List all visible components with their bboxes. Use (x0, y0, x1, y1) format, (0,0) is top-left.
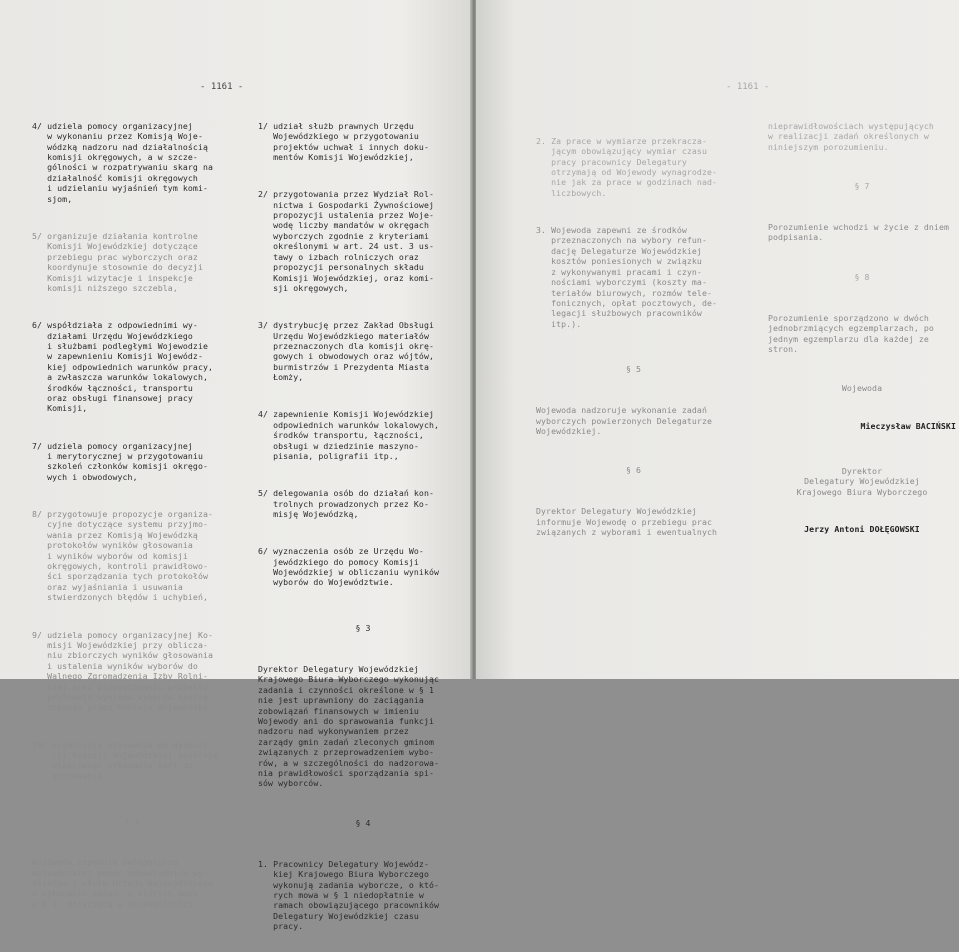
column-3 (536, 115, 731, 558)
paragraph: Wojewoda zapewnia Delegaturze Wojewódzkiej pomoc odpowiednich wy- działów i służb Urzędu Wojewódzkiego w wykonaniu zadań, o których mowa w § 1, dotyczącą w szczególności: (32, 857, 214, 909)
section-heading: § 2 (124, 816, 140, 826)
page-number: - 1161 - (726, 82, 770, 92)
list-item: 2. Za prace w wymiarze przekracza- jącym obowiązujący wymiar czasu pracy pracownicy Delegatury otrzymają od Wojewody wynagrodze- nie jak za prace w godzinach nad- liczbowych. (536, 135, 718, 198)
paragraph: Wojewoda nadzoruje wykonanie zadań wyborczych powierzonych Delegaturze Wojewódzkiej. (536, 405, 713, 436)
list-item: 4/ udziela pomocy organizacyjnej w wykonaniu przez Komisją Woje- wódzką nadzoru nad działalnością komisji okręgowych, a w szcze- gólności w rozpatrywaniu skarg na działalność komisji okręgowych i udzielaniu wyjaśnień tym komi- sjom, (32, 120, 214, 204)
list-item: 4/ zapewnienie Komisji Wojewódzkiej odpowiednich warunków lokalowych, środków transportu, łączności, obsługi w dziedzinie maszyno- pisania, poligrafii itp., (258, 409, 440, 461)
paragraph: Dyrektor Delegatury Wojewódzkiej Krajowego Biura Wyborczego wykonując zadania i czynności określone w § 1 nie jest uprawniony do zaciągania zobowiązań finansowych w imieniu Wojewody ani do sprawowania funkcji nadzoru nad wykonywaniem przez zarządy gmin zadań zleconych gminom związanych z przeprowadzeniem wybo- rów, a w szczególności do nadzorowa- nia prawidłowości sporządzania spi- sów wyborców. (258, 663, 440, 789)
paragraph: Porozumienie wchodzi w życie z dniem podpisania. (768, 222, 950, 243)
paragraph: nieprawidłowościach występujących w realizacji zadań określonych w niniejszym porozumieniu. (768, 120, 934, 152)
list-item: 6/ współdziała z odpowiednimi wy- działami Urzędu Wojewódzkiego i służbami podległymi Wojewodzie w zapewnieniu Komisji Wojewódz- kiej odpowiednich warunków pracy, a zwłaszcza warunków lokalowych, środków łączności, transportu oraz obsługi finansowej pracy Komisji, (32, 320, 214, 414)
list-item: 1/ udział służb prawnych Urzędu Wojewódzkiego w przygotowaniu projektów uchwał i innych doku- mentów Komisji Wojewódzkiej, (258, 120, 429, 163)
section-heading: § 3 (355, 622, 371, 633)
signature-title: Dyrektor Delegatury Wojewódzkiej Krajowego Biura Wyborczego (796, 465, 928, 497)
list-item: 3/ dystrybucję przez Zakład Obsługi Urzędu Wojewódzkiego materiałów przeznaczonych dla komisji okrę- gowych i obwodowych oraz wójtów, burmistrzów i Prezydenta Miasta Łomży, (258, 320, 435, 383)
paragraph: 1. Pracownicy Delegatury Wojewódz- kiej Krajowego Biura Wyborczego wykonują zadania wyborcze, o któ- rych mowa w § 1 niedopłatnie w ramach obowiązującego pracowników Delegatury Wojewódzkiej czasu pracy. (258, 858, 440, 932)
list-item: 2/ przygotowania przez Wydział Rol- nictwa i Gospodarki Żywnościowej propozycji ustalenia przez Woje- wodę liczby mandatów w okręgach wyborczych zgodnie z kryteriami określonymi w art. 24 ust. 3 us- tawy o izbach rolniczych oraz propozycji personalnych składu Komisji Wojewódzkiej, oraz komi- sji okręgowych, (258, 189, 435, 293)
paragraph: Porozumienie sporządzono w dwóch jednobrzmiących egzemplarzach, po jednym egzemplarzu dla każdej ze stron. (768, 312, 934, 355)
left-page (0, 0, 472, 932)
signature-title: Wojewoda (841, 383, 883, 394)
section-heading: § 7 (854, 180, 870, 191)
list-item: 5/ delegowania osób do działań kon- trolnych prowadzonych przez Ko- misję Wojewódzką, (258, 488, 435, 520)
list-item: 6/ wyznaczenia osób ze Urzędu Wo- jewódzkiego do pomocy Komisji Wojewódzkiej w obliczaniu wyników wyborów do Województwie. (258, 546, 440, 588)
paragraph: Dyrektor Delegatury Wojewódzkiej informuje Wojewodę o przebiegu prac związanych z wyborami i ewentualnych (536, 506, 718, 538)
list-item: 10/ organizuje stosownie do dyspozy- cji Komisji Wojewódzkiej kontrolę właściwego wykonania kart do głosowania. (32, 739, 219, 781)
list-item: 7/ udziela pomocy organizacyjnej i merytorycznej w przygotowaniu szkoleń członków komisji okręgo- wych i obwodowych, (32, 440, 209, 482)
section-heading: § 5 (625, 363, 642, 374)
signature-name: Mieczysław BACIŃSKI (860, 420, 956, 431)
list-item: 8/ przygotowuje propozycje organiza- cyjne dotyczące systemu przyjmo- wania przez Komisją Wojewódzką protokołów wyników głosowania i wyników wyborów od komisji okręgowych, kontroli prawidłowo- ści sporządzania tych protokołów oraz wyjaśniania i usuwania stwierdzonych błędów i uchybień, (32, 509, 214, 603)
section-heading: § 4 (355, 817, 371, 828)
signature-name: Jerzy Antoni DOŁĘGOWSKI (804, 523, 920, 534)
column-1 (32, 100, 232, 930)
right-page (476, 0, 959, 679)
list-item: 9/ udziela pomocy organizacyjnej Ko- misji Wojewódzkiej przy oblicza- niu zbiorczych wyników głosowania i ustalenia wyników wyborów do Walnego Zgromadzenia Izby Rolni- czej oraz przygotowaniu projektu protokołu wyników wyborów sporzą- dzanego przez Komisję Wojewódzką, (32, 629, 214, 713)
section-heading: § 6 (625, 465, 642, 476)
page-number: - 1161 - (200, 82, 244, 92)
column-2 (258, 100, 468, 952)
column-4 (768, 100, 956, 555)
section-heading: § 8 (854, 271, 870, 282)
list-item: 5/ organizuje działania kontrolne Komisji Wojewódzkiej dotyczące przebiegu prac wyborczych oraz koordynuje stosownie do decyzji Komisji wizytacje i inspekcje komisji niższego szczebla, (32, 230, 203, 293)
list-item: 3. Wojewoda zapewni ze środków przeznaczonych na wybory refun- dację Delegaturze Wojewódzkiej kosztów poniesionych w związku z wykonywanymi pracami i czyn- nościami wyborczymi (koszty ma- teriałów biurowych, rozmów tele- fonicznych, opłat pocztowych, de- legacji służbowych pracowników itp.). (536, 225, 718, 329)
